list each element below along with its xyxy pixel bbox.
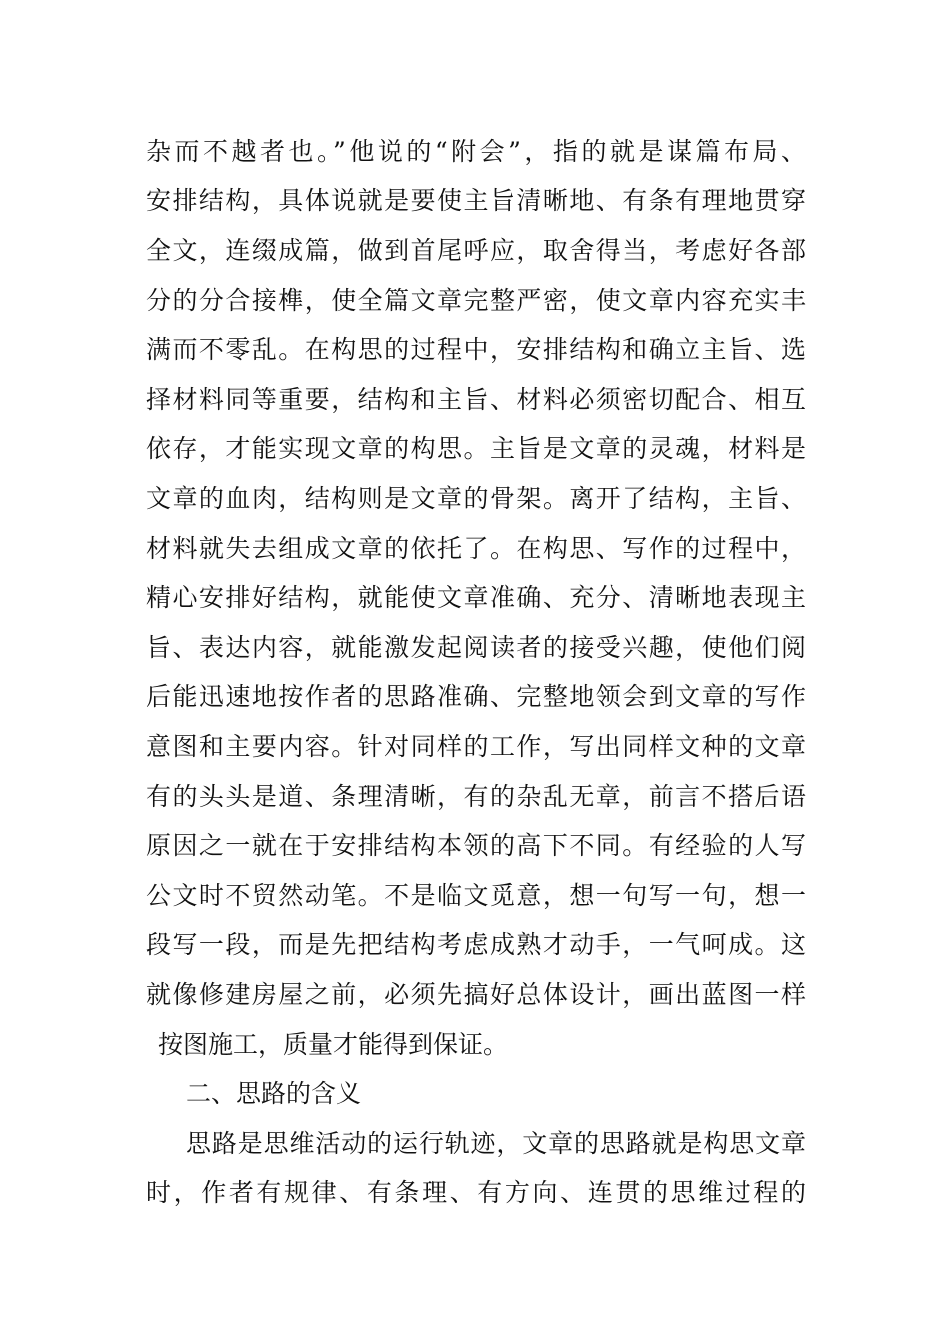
- text-line: 意图和主要内容。针对同样的工作，写出同样文种的文章: [146, 732, 806, 761]
- text-line: 原因之一就在于安排结构本领的高下不同。有经验的人写: [146, 831, 806, 860]
- text-line: 全文，连缀成篇，做到首尾呼应，取舍得当，考虑好各部: [146, 236, 806, 265]
- paragraph-first-line: 思路是思维活动的运行轨迹，文章的思路就是构思文章: [186, 1129, 806, 1158]
- text-line: 择材料同等重要，结构和主旨、材料必须密切配合、相互: [146, 385, 806, 414]
- text-line: 依存，才能实现文章的构思。主旨是文章的灵魂，材料是: [146, 434, 806, 463]
- text-line: 按图施工，质量才能得到保证。: [158, 1030, 509, 1059]
- text-line: 分的分合接榫，使全篇文章完整严密，使文章内容充实丰: [146, 286, 806, 315]
- text-line: 时，作者有规律、有条理、有方向、连贯的思维过程的: [146, 1178, 806, 1207]
- text-line: 杂而不越者也。”他说的“附会”，指的就是谋篇布局、: [146, 137, 806, 166]
- text-line: 有的头头是道、条理清晰，有的杂乱无章，前言不搭后语: [146, 782, 806, 811]
- text-line: 就像修建房屋之前，必须先搞好总体设计，画出蓝图一样: [146, 980, 806, 1009]
- text-line: 满而不零乱。在构思的过程中，安排结构和确立主旨、选: [146, 335, 806, 364]
- section-heading: 二、思路的含义: [186, 1079, 362, 1108]
- text-line: 段写一段，而是先把结构考虑成熟才动手，一气呵成。这: [146, 930, 806, 959]
- text-line: 公文时不贸然动笔。不是临文觅意，想一句写一句，想一: [146, 881, 806, 910]
- text-line: 安排结构，具体说就是要使主旨清晰地、有条有理地贯穿: [146, 186, 806, 215]
- text-line: 后能迅速地按作者的思路准确、完整地领会到文章的写作: [146, 682, 806, 711]
- text-line: 旨、表达内容，就能激发起阅读者的接受兴趣，使他们阅: [146, 633, 806, 662]
- text-line: 文章的血肉，结构则是文章的骨架。离开了结构，主旨、: [146, 484, 806, 513]
- text-line: 材料就失去组成文章的依托了。在构思、写作的过程中，: [146, 534, 806, 563]
- text-line: 精心安排好结构，就能使文章准确、充分、清晰地表现主: [146, 583, 806, 612]
